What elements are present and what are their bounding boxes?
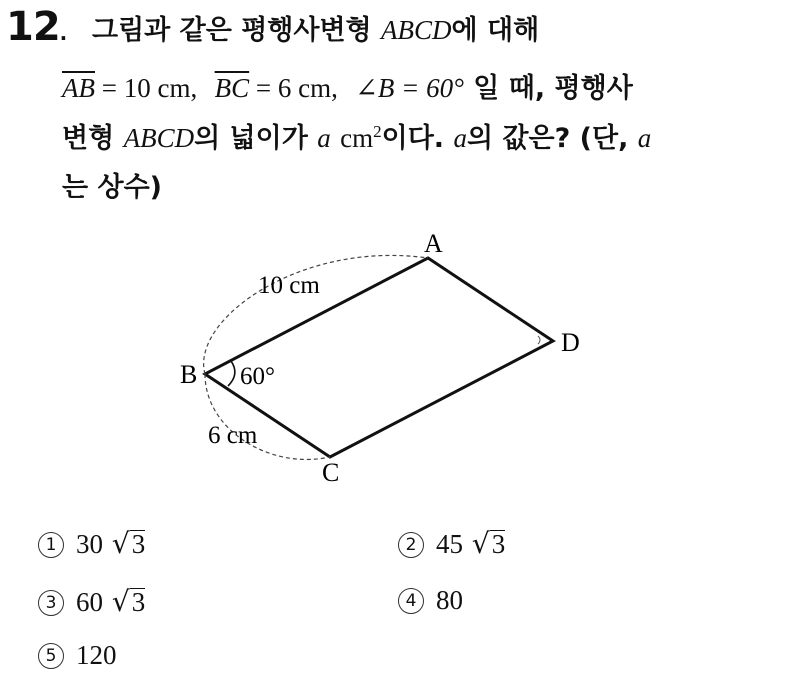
choice-2[interactable]: [398, 527, 505, 560]
segment-bc: $\overline{BC}$: [214, 73, 250, 103]
sqrt-icon: √: [463, 527, 490, 560]
vertex-d-label: D: [561, 328, 580, 357]
choice-1-coef: 30: [76, 529, 103, 559]
q-line3-text-d: 의 값은? (단,: [466, 123, 638, 154]
sqrt-icon: √: [103, 585, 130, 618]
choice-5-marker: 5: [38, 643, 64, 669]
choice-1-marker: 1: [38, 532, 64, 558]
q-line3-text-a: 변형: [62, 123, 124, 154]
q-line3-math-b: a: [317, 123, 331, 153]
choice-4-value: 80: [436, 585, 463, 615]
bc-length-label: 6 cm: [208, 422, 258, 449]
choice-1[interactable]: [38, 527, 145, 560]
choice-1-radicand: 3: [131, 529, 146, 559]
q-line4-text: 는 상수): [62, 172, 162, 203]
choice-4-marker: 4: [398, 588, 424, 614]
choice-5[interactable]: [38, 640, 117, 671]
ab-length-label: 10 cm: [258, 272, 320, 299]
angle-b-arc: [228, 361, 235, 386]
vertex-a-label: A: [424, 229, 443, 258]
choice-4[interactable]: [398, 585, 463, 616]
q-line1-math-a: ABCD: [381, 15, 452, 45]
choice-3-marker: 3: [38, 590, 64, 616]
choice-2-marker: 2: [398, 532, 424, 558]
choice-5-value: 120: [76, 640, 117, 670]
q-line2-text: 일 때, 평행사: [463, 73, 633, 104]
angle-d-mark: [538, 336, 540, 344]
question-number-dot: .: [59, 21, 67, 45]
segment-ab: $\overline{AB}$: [62, 73, 95, 103]
segment-ab-value: = 10 cm,: [95, 73, 198, 103]
q-line3-unit: cm: [340, 123, 374, 153]
choice-3[interactable]: [38, 585, 145, 618]
choice-3-coef: 60: [76, 587, 103, 617]
q-line3-text-c: 이다.: [381, 123, 454, 154]
choice-2-coef: 45: [436, 529, 463, 559]
sqrt-icon: √: [103, 527, 130, 560]
vertex-b-label: B: [180, 360, 198, 389]
choice-2-radicand: 3: [491, 529, 506, 559]
q-line1-text-a: 그림과 같은 평행사변형: [92, 15, 382, 46]
segment-bc-value: = 6 cm,: [249, 73, 338, 103]
q-line3-math-a: ABCD: [123, 123, 195, 153]
question-number-value: 12: [6, 4, 60, 50]
q-line3-text-b: 의 넓이가: [194, 123, 318, 154]
choice-3-radicand: 3: [131, 587, 146, 617]
vertex-c-label: C: [322, 458, 340, 487]
q-line3-math-c: a: [453, 123, 467, 153]
q-line1-text-b: 에 대해: [451, 15, 540, 46]
q-line3-math-d: a: [637, 123, 652, 153]
angle-b-label: 60°: [240, 363, 275, 390]
q-line3-exp: 2: [373, 122, 382, 141]
angle-b: ∠B = 60°: [355, 73, 464, 103]
